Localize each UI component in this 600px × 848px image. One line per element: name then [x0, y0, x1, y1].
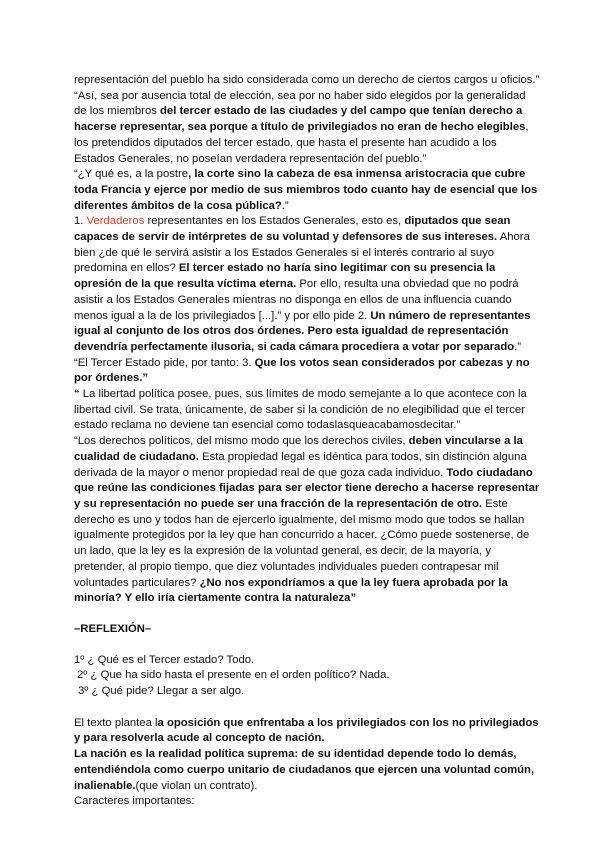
bold-text: Que los votos sean considerados por cabezas y no por órdenes.” — [74, 356, 530, 385]
spacer — [74, 638, 540, 653]
paragraph-7 — [74, 434, 540, 607]
paragraph-10 — [74, 794, 540, 810]
bold-text: La nación es la realidad política suprema: de su identidad depende todo lo demás, entendiéndola como cuerpo unitario de ciudadanos que ejercen una voluntad común, inalienable. — [74, 748, 535, 792]
bold-text: ¿No nos expondríamos a que la ley fuera aprobada por la minoría? Y ello iría ciertamente contra la naturaleza” — [74, 576, 508, 605]
paragraph-1 — [74, 73, 540, 89]
bold-text: , la corte sino la cabeza de esa inmensa aristocracia que cubre toda Francia y ejerce por medio de sus miembros todo cuanto hay de esencial que los diferentes ámbitos de la cosa pública? — [74, 168, 538, 212]
text: representantes en los Estados Generales, esto es, — [144, 215, 405, 228]
highlighted-word: Verdaderos — [86, 215, 145, 228]
question-text: ¿ Que ha sido hasta el presente en el orden político? Nada. — [87, 669, 390, 682]
text: .” — [514, 340, 522, 353]
question-2 — [77, 668, 540, 684]
list-number: 1. — [74, 215, 87, 228]
text: Esta propiedad legal es idéntica para todos, sin distinción alguna derivada de la mayor o menor propiedad real de que goza cada individuo. — [74, 450, 527, 479]
bold-text: El tercer estado no haría sino legitimar con su presencia la opresión de la que resulta víctima eterna. — [74, 262, 496, 291]
text: representación del pueblo ha sido considerada como un derecho de ciertos cargos u oficios.” — [74, 74, 540, 86]
paragraph-8 — [74, 716, 540, 747]
text: .” — [281, 199, 289, 212]
text: El texto plantea l — [74, 716, 158, 729]
question-3 — [78, 684, 540, 700]
bold-text: del tercer estado de las ciudades y del campo que tenían derecho a hacerse representar, sea porque a título de privilegiados no eran de hecho elegibles — [74, 105, 526, 134]
question-number: 3º — [78, 685, 89, 698]
spacer — [74, 607, 540, 622]
text: “El Tercer Estado pide, por tanto: 3. — [74, 356, 255, 369]
paragraph-2 — [74, 89, 540, 168]
paragraph-3 — [74, 167, 540, 214]
question-text: ¿ Qué pide? Llegar a ser algo. — [88, 685, 245, 698]
paragraph-5 — [74, 356, 540, 387]
text: “¿Y qué es, a la postre — [74, 168, 189, 181]
question-1 — [74, 653, 540, 669]
text: Este derecho es uno y todos han de ejercerlo igualmente, del mismo modo que todos se hallan igualmente protegidos por la ley que han concurrido a hacer. ¿Cómo puede sostenerse, de un lado, que la ley es la expresión de la voluntad general, es decir, de la mayoría, y pretender, al propio tiempo, que diez voluntades individuales pueden contrapesar mil voluntades particulares? — [74, 497, 530, 589]
text: (que violan un contrato). — [135, 779, 258, 792]
text: , los pretendidos diputados del tercer estado, que hasta el presente han acudido a los Estados Generales, no poseían verdadera representación del pueblo.” — [74, 121, 529, 165]
section-heading: –REFLEXIÓN– — [74, 622, 152, 635]
bold-text: Un número de representantes igual al conjunto de los otros dos órdenes. Pero esta igualdad de representación devendría perfectamente ilusoria, si cada cámara procediera a votar por separado — [74, 309, 531, 353]
paragraph-4 — [74, 214, 540, 355]
text: Por ello, resulta una obviedad que no podrá asistir a los Estados Generales mientras no disponga en ellos de una influencia cuando menos igual a la de los privilegiados [...].” y por ello pide 2. — [74, 278, 519, 322]
paragraph-6 — [74, 387, 540, 434]
bold-text: a oposición que enfrentaba a los privilegiados con los no privilegiados y para resolverla acude al concepto de nación. — [74, 716, 539, 745]
bold-text: deben vincularse a la cualidad de ciudadano. — [74, 435, 523, 463]
question-number: 1º — [74, 653, 85, 666]
question-text: ¿ Qué es el Tercer estado? Todo. — [84, 653, 255, 666]
bold-text: Todo ciudadano que reúne las condiciones fijadas para ser elector tiene derecho a hacerse representar y su representación no puede ser una fracción de la representación de otro. — [74, 466, 540, 510]
text: La libertad política posee, pues, sus límites de modo semejante a lo que acontece con la libertad civil. Se trata, únicamente, de saber si la condición de no elegibilidad que el tercer estado reclama no deviene tan esencial como todaslasqueacabamosdecitar.” — [74, 388, 527, 432]
spacer — [74, 700, 540, 716]
bold-text: diputados que sean capaces de servir de intérpretes de su voluntad y defensores de sus intereses. — [74, 215, 511, 244]
text: “Los derechos políticos, del mismo modo que los derechos civiles, — [74, 435, 409, 448]
paragraph-9 — [74, 747, 540, 794]
text: Ahora bien ¿de qué le servirá asistir a los Estados Generales si el interés contrario al suyo predomina en ellos? — [74, 231, 530, 275]
question-number: 2º — [77, 669, 88, 682]
text: Caracteres importantes: — [74, 795, 195, 808]
bold-quote-mark: “ — [74, 388, 83, 401]
text: “Así, sea por ausencia total de elección, sea por no haber sido elegidos por la generalidad de los miembros — [74, 89, 526, 118]
